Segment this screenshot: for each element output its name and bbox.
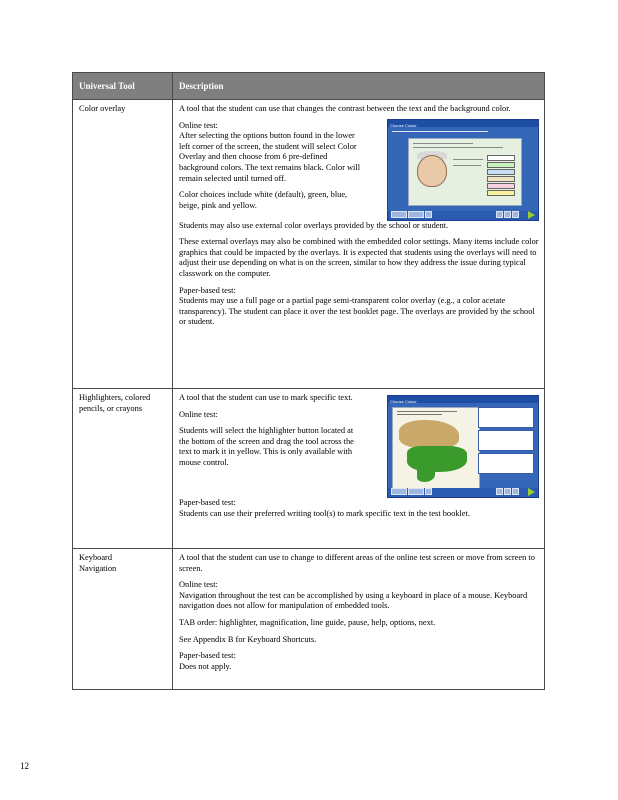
color-choices-text: Color choices include white (default), green, blue, beige, pink and yellow. (179, 190, 348, 210)
highlighter-screenshot (387, 395, 539, 498)
tool-name: Color overlay (73, 100, 173, 389)
online-test-section (179, 121, 539, 221)
tab-order-text: TAB order: highlighter, magnification, line guide, pause, help, options, next. (179, 617, 436, 627)
online-test-body: After selecting the options button found in the lower left corner of the screen, the student will select Color Overlay and then choose from 6 pre-defined background colors. The text remains black. Color will remain selected until turned off. (179, 131, 361, 183)
online-test-section (179, 393, 539, 498)
online-test-body: Navigation throughout the test can be accomplished by using a keyboard in place of a mouse. Keyboard navigation does not allow for manipulation of embedded tools. (179, 590, 528, 611)
online-test-heading: Online test: (179, 409, 218, 419)
online-test-heading: Online test: (179, 120, 218, 130)
tool-description (173, 549, 545, 690)
paper-test-body: Students can use their preferred writing tool(s) to mark specific text in the test booklet. (179, 508, 470, 518)
overlay-dialog (408, 138, 522, 206)
universal-tools-table (72, 72, 545, 690)
paper-test-heading: Paper-based test: (179, 651, 236, 661)
screenshot-title: Choose Colour (390, 399, 417, 404)
tool-description (173, 389, 545, 549)
tool-name: Keyboard Navigation (73, 549, 173, 690)
online-test-heading: Online test: (179, 580, 218, 590)
paper-test-body: Does not apply. (179, 661, 232, 671)
paper-test-body: Students may use a full page or a partial page semi-transparent color overlay (e.g., a color acetate transparency). The student can place it over the test booklet page. The overlays are provided by the school or student. (179, 296, 535, 327)
external-overlays-text: Students may also use external color overlays provided by the school or student. (179, 220, 449, 230)
description-intro: A tool that the student can use to change to different areas of the online test screen or move from screen to screen. (179, 553, 535, 573)
paper-test-heading: Paper-based test: (179, 498, 236, 507)
arrow-right-icon (528, 488, 535, 496)
arrow-right-icon (528, 211, 535, 219)
portrait-image (417, 155, 447, 187)
table-row-highlighters (73, 389, 545, 549)
tool-name: Highlighters, colored pencils, or crayons (73, 389, 173, 549)
map-image (392, 407, 480, 489)
appendix-text: See Appendix B for Keyboard Shortcuts. (179, 634, 317, 644)
screenshot-title: Choose Colour (390, 122, 417, 128)
embedded-settings-text: These external overlays may also be combined with the embedded color settings. Many items include color graphics that could be impacted by the overlays. It is expected that students using the overlays will need to adjust their use depending on what is on the screen, similar to how they address the issue during typical classwork on the computer. (179, 237, 539, 278)
header-universal-tool: Universal Tool (73, 73, 173, 100)
table-header-row (73, 73, 545, 100)
header-description: Description (173, 73, 545, 100)
description-intro: A tool that the student can use to mark specific text. (179, 393, 353, 402)
table-row-color-overlay (73, 100, 545, 389)
page-number: 12 (20, 761, 29, 771)
table-row-keyboard-navigation (73, 549, 545, 690)
paper-test-heading: Paper-based test: (179, 285, 236, 295)
description-intro: A tool that the student can use that changes the contrast between the text and the background color. (179, 104, 511, 113)
online-test-body: Students will select the highlighter button located at the bottom of the screen and drag the tool across the text to mark it in yellow. This is only available with mouse control. (179, 426, 354, 467)
tool-description (173, 100, 545, 389)
color-overlay-screenshot (387, 119, 539, 221)
